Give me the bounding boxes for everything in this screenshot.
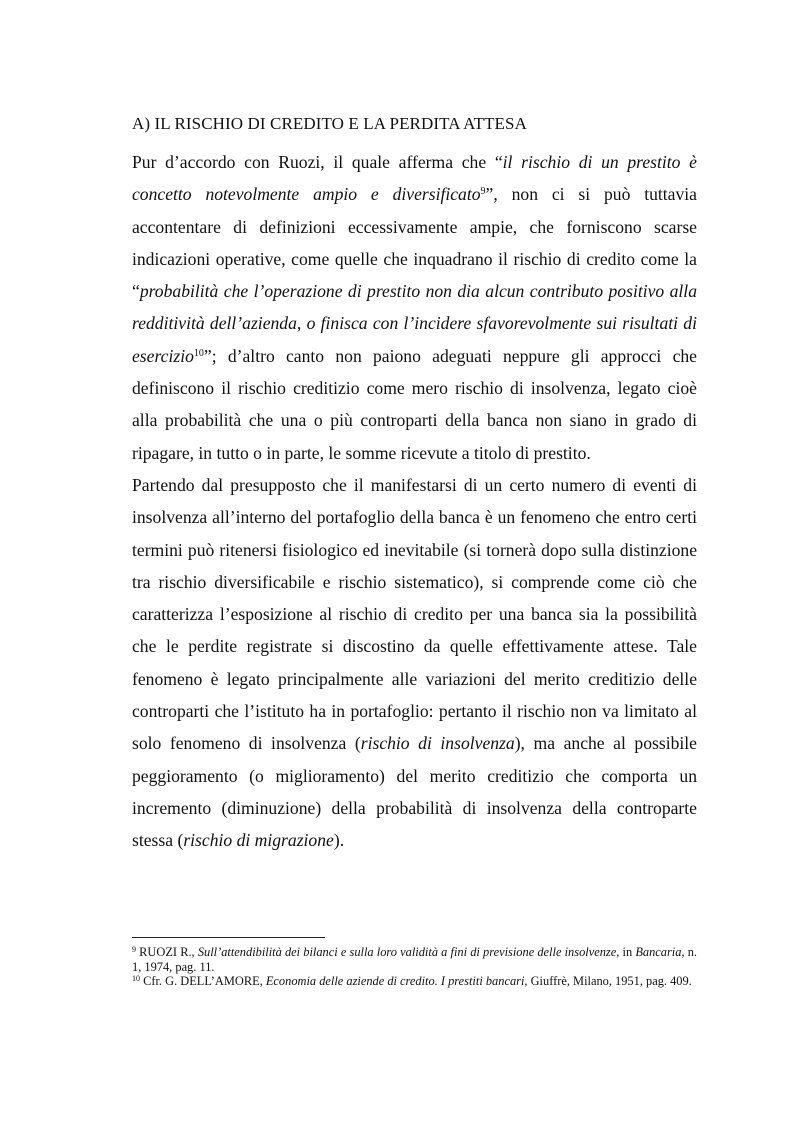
footnote-ref-10: 10 [193,347,204,359]
p1-text-2: ”, non ci si può tuttavia accontentare di definizioni eccessivamente ampie, che forniscono scarse indicazioni operative, come quelle che inquadrano il rischio di credito come la “ [132,184,697,302]
p2-text-1: Partendo dal presupposto che il manifestarsi di un certo numero di eventi di insolvenza all’interno del portafoglio della banca è un fenomeno che entro certi termini può ritenersi fisiologico ed inevitabile (si tornerà dopo sulla distinzione tra rischio diversificabile e rischio sistematico), si comprende come ciò che caratterizza l’esposizione al rischio di credito per una banca sia la possibilità che le perdite registrate si discostino da quelle effettivamente attese. Tale fenomeno è legato principalmente alle variazioni del merito creditizio delle controparti che l’istituto ha in portafoglio: pertanto il rischio non va limitato al solo fenomeno di insolvenza ( [132,474,697,754]
paragraph-2 [132,469,697,857]
p2-text-3: ). [333,830,345,851]
footnote-text: Giuffrè, Milano, 1951, pag. 409. [527,974,692,988]
p2-term-1: rischio di insolvenza [360,733,515,754]
footnote-italic: Bancaria [635,945,682,959]
p2-text-2: ), ma anche al possibile peggioramento (o miglioramento) del merito creditizio che comporta un incremento (diminuzione) della probabilità di insolvenza della controparte stessa ( [132,733,697,851]
footnote-italic: Economia delle aziende di credito. I prestiti bancari, [265,974,528,988]
section-heading: A) IL RISCHIO DI CREDITO E LA PERDITA ATTESA [132,114,527,133]
p1-text-3: ”; d’altro canto non paiono adeguati neppure gli approcci che definiscono il rischio creditizio come mero rischio di insolvenza, legato cioè alla probabilità che una o più controparti della banca non siano in grado di ripagare, in tutto o in parte, le somme ricevute a titolo di prestito. [132,345,697,463]
footnote-text: RUOZI R., [136,945,198,959]
p1-quote-1: il rischio di un prestito è concetto notevolmente ampio e diversificato [132,152,697,205]
footnote-separator [132,937,325,938]
paragraph-1 [132,146,697,469]
footnotes [132,945,697,989]
footnote-9 [132,945,697,974]
p2-term-2: rischio di migrazione [183,830,334,851]
footnote-italic: Sull’attendibilità dei bilanci e sulla loro validità a fini di previsione delle insolvenze, [197,945,620,959]
footnote-number: 9 [132,945,136,954]
footnote-text: , n. 1, 1974, pag. 11. [132,945,697,974]
footnote-number: 10 [132,974,140,983]
p1-text-1: Pur d’accordo con Ruozi, il quale afferma che “ [132,152,503,172]
footnote-10 [132,974,697,989]
footnote-text: in [619,945,636,959]
footnote-ref-9: 9 [480,186,486,198]
footnote-text: Cfr. G. DELL’AMORE, [140,974,266,988]
document-page [132,108,697,857]
p1-quote-2: probabilità che l’operazione di prestito non dia alcun contributo positivo alla redditività dell’azienda, o finisca con l’incidere sfavorevolmente sui risultati di esercizio [132,281,697,366]
